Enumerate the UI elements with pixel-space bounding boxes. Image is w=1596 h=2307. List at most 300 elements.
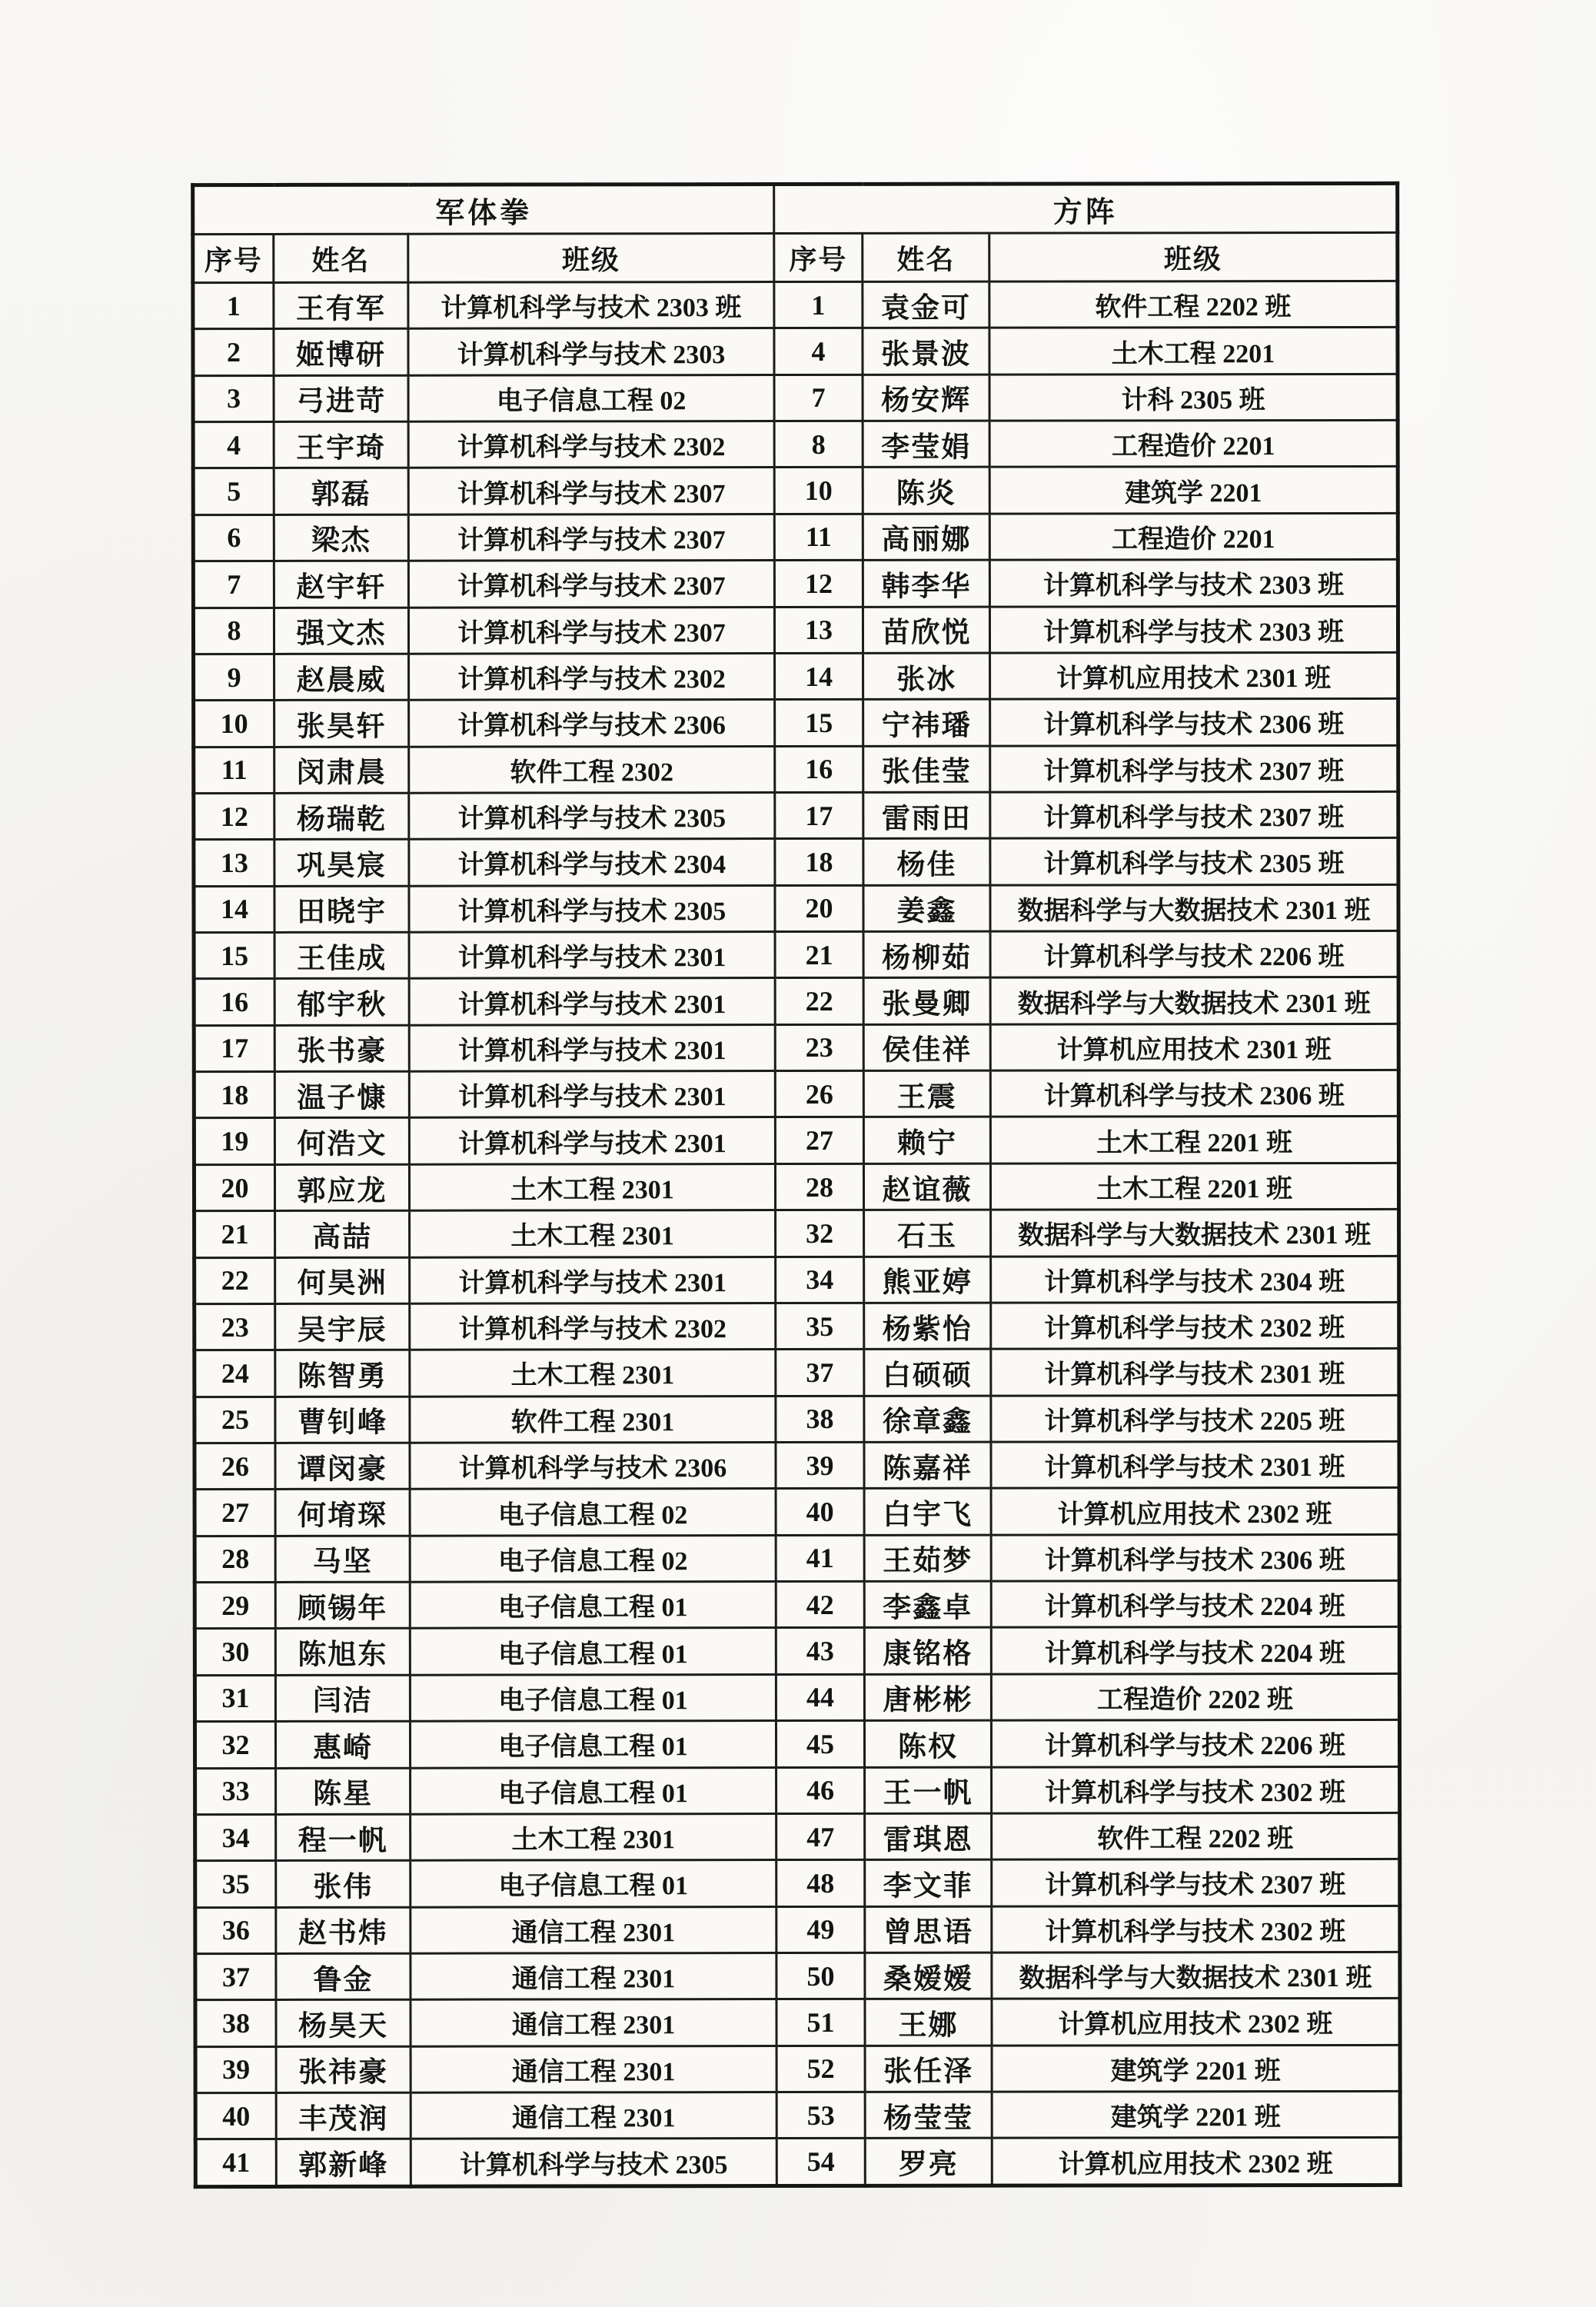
roster-row	[194, 838, 1398, 887]
class-cell-left: 计算机科学与技术 2301	[409, 1117, 775, 1164]
section-title-right: 方阵	[774, 183, 1398, 233]
seq-cell-right: 15	[775, 700, 863, 747]
seq-cell-right: 16	[775, 746, 863, 793]
seq-cell-left: 5	[193, 468, 274, 515]
name-cell-right: 杨柳茹	[863, 931, 990, 978]
name-cell-left: 高喆	[275, 1210, 410, 1257]
name-cell-right: 姜鑫	[863, 885, 990, 932]
name-cell-left: 陈智勇	[275, 1350, 410, 1397]
class-cell-right: 建筑学 2201 班	[992, 2091, 1400, 2138]
class-cell-left: 计算机科学与技术 2303	[408, 328, 774, 375]
seq-cell-left: 29	[195, 1583, 275, 1630]
name-cell-left: 张伟	[276, 1860, 411, 1907]
name-cell-left: 何浩文	[274, 1118, 409, 1165]
seq-cell-left: 10	[194, 701, 274, 747]
class-cell-right: 计算机科学与技术 2306 班	[991, 1534, 1399, 1581]
seq-cell-right: 32	[776, 1210, 864, 1257]
name-cell-right: 曾思语	[865, 1906, 992, 1953]
name-cell-left: 郭磊	[274, 468, 408, 515]
seq-cell-right: 4	[774, 328, 863, 375]
name-cell-left: 杨昊天	[276, 1999, 411, 2046]
seq-cell-left: 37	[195, 1953, 276, 2000]
seq-cell-right: 49	[776, 1906, 865, 1953]
class-cell-right: 土木工程 2201 班	[990, 1117, 1398, 1163]
seq-cell-left: 14	[194, 886, 274, 933]
seq-cell-right: 23	[775, 1024, 863, 1071]
seq-cell-left: 33	[195, 1768, 276, 1815]
class-cell-right: 计算机科学与技术 2307 班	[992, 1859, 1400, 1906]
roster-row	[195, 1906, 1400, 1954]
name-cell-left: 郁宇秋	[274, 979, 409, 1026]
class-cell-right: 计算机科学与技术 2306 班	[990, 699, 1398, 746]
class-cell-right: 土木工程 2201	[989, 328, 1398, 375]
class-cell-right: 计算机应用技术 2302 班	[992, 2138, 1400, 2185]
seq-cell-left: 11	[194, 747, 274, 794]
name-cell-left: 张祎豪	[276, 2046, 411, 2093]
class-cell-left: 电子信息工程 02	[408, 375, 774, 421]
name-cell-right: 唐彬彬	[864, 1674, 991, 1721]
class-cell-right: 数据科学与大数据技术 2301 班	[990, 884, 1398, 931]
name-cell-right: 李文菲	[865, 1859, 992, 1906]
class-cell-left: 计算机科学与技术 2304	[409, 839, 775, 886]
name-cell-right: 张任泽	[865, 2046, 992, 2092]
seq-cell-left: 24	[195, 1350, 275, 1397]
class-cell-left: 土木工程 2301	[410, 1350, 776, 1397]
class-cell-right: 计算机科学与技术 2206 班	[990, 930, 1398, 977]
roster-row	[194, 1163, 1398, 1211]
roster-head	[193, 183, 1398, 282]
class-cell-left: 土木工程 2301	[410, 1210, 776, 1257]
name-cell-right: 张佳莹	[863, 746, 990, 793]
seq-cell-left: 17	[194, 1025, 274, 1072]
roster-row	[194, 1024, 1398, 1072]
roster-row	[194, 652, 1398, 701]
class-cell-right: 计算机科学与技术 2206 班	[991, 1720, 1399, 1767]
roster-row	[194, 1070, 1398, 1119]
class-cell-left: 电子信息工程 01	[410, 1628, 776, 1675]
class-cell-right: 计算机科学与技术 2301 班	[991, 1441, 1399, 1488]
roster-row	[195, 1766, 1400, 1815]
class-cell-right: 计算机科学与技术 2303 班	[989, 560, 1398, 607]
seq-cell-right: 43	[776, 1628, 864, 1675]
class-cell-right: 建筑学 2201	[989, 467, 1398, 514]
seq-cell-right: 42	[776, 1581, 864, 1628]
seq-cell-left: 32	[195, 1722, 275, 1769]
name-cell-left: 姬博研	[274, 329, 408, 376]
seq-cell-right: 40	[776, 1489, 864, 1536]
name-cell-left: 程一帆	[276, 1814, 411, 1861]
name-cell-right: 熊亚婷	[864, 1257, 991, 1303]
seq-cell-left: 3	[193, 375, 274, 422]
class-cell-left: 计算机科学与技术 2301	[409, 932, 775, 979]
class-cell-left: 电子信息工程 01	[410, 1674, 776, 1721]
col-header-seq-right: 序号	[774, 233, 863, 281]
name-cell-right: 韩李华	[863, 560, 989, 607]
class-cell-left: 计算机科学与技术 2301	[409, 978, 775, 1025]
seq-cell-right: 27	[775, 1117, 863, 1164]
col-header-class-left: 班级	[408, 234, 774, 283]
roster-row	[195, 1673, 1399, 1722]
seq-cell-right: 54	[776, 2139, 865, 2186]
class-cell-right: 工程造价 2201	[989, 513, 1398, 560]
class-cell-left: 软件工程 2301	[410, 1396, 776, 1443]
roster-row	[194, 745, 1398, 794]
name-cell-right: 杨安辉	[863, 375, 989, 421]
seq-cell-right: 47	[776, 1813, 865, 1860]
seq-cell-right: 39	[776, 1442, 864, 1489]
seq-cell-right: 7	[774, 375, 863, 421]
col-header-name-right: 姓名	[863, 233, 989, 281]
roster-row	[193, 513, 1398, 561]
seq-cell-left: 35	[195, 1861, 276, 1908]
seq-cell-left: 36	[195, 1907, 276, 1954]
roster-row	[195, 2091, 1400, 2139]
seq-cell-right: 37	[776, 1350, 864, 1397]
roster-row	[195, 1256, 1399, 1304]
roster-row	[195, 1859, 1400, 1908]
class-cell-right: 计算机科学与技术 2302 班	[992, 1906, 1400, 1952]
name-cell-right: 王一帆	[865, 1767, 992, 1814]
roster-row	[195, 1999, 1400, 2047]
class-cell-right: 计算机科学与技术 2302 班	[991, 1302, 1399, 1349]
roster-row	[195, 2138, 1400, 2187]
class-cell-left: 通信工程 2301	[411, 2046, 776, 2092]
name-cell-left: 温子慷	[274, 1071, 409, 1118]
class-cell-right: 计算机应用技术 2301 班	[990, 1024, 1398, 1070]
class-cell-left: 通信工程 2301	[411, 1999, 776, 2046]
name-cell-right: 袁金可	[863, 281, 989, 328]
roster-row	[194, 1117, 1398, 1165]
seq-cell-left: 15	[194, 932, 274, 979]
class-cell-right: 工程造价 2201	[989, 420, 1398, 467]
name-cell-left: 马坚	[275, 1536, 410, 1583]
name-cell-left: 陈旭东	[275, 1629, 410, 1676]
seq-cell-right: 10	[774, 468, 863, 514]
seq-cell-left: 39	[195, 2046, 276, 2093]
seq-cell-right: 18	[775, 839, 863, 886]
roster-row	[193, 328, 1398, 376]
name-cell-left: 梁杰	[274, 514, 408, 561]
class-cell-left: 计算机科学与技术 2307	[408, 468, 774, 514]
class-cell-right: 土木工程 2201 班	[990, 1163, 1398, 1210]
roster-row	[195, 1952, 1400, 2000]
name-cell-left: 张昊轩	[274, 700, 409, 747]
name-cell-right: 侯佳祥	[863, 1024, 990, 1071]
seq-cell-left: 31	[195, 1675, 275, 1722]
class-cell-left: 土木工程 2301	[409, 1163, 775, 1210]
class-cell-left: 电子信息工程 02	[410, 1535, 776, 1582]
name-cell-right: 赵谊薇	[863, 1163, 990, 1210]
roster-row	[194, 884, 1398, 933]
name-cell-left: 闫洁	[275, 1675, 410, 1722]
name-cell-right: 白硕硕	[864, 1349, 991, 1396]
name-cell-left: 鲁金	[276, 1953, 411, 2000]
seq-cell-right: 35	[776, 1303, 864, 1350]
class-cell-right: 计算机科学与技术 2307 班	[990, 791, 1398, 838]
class-cell-right: 计算机科学与技术 2303 班	[989, 606, 1398, 653]
class-cell-left: 计算机科学与技术 2305	[409, 885, 775, 932]
seq-cell-left: 34	[195, 1814, 276, 1861]
name-cell-left: 弓进苛	[274, 375, 408, 422]
seq-cell-right: 38	[776, 1396, 864, 1443]
seq-cell-right: 28	[775, 1163, 863, 1210]
roster-row	[195, 1395, 1399, 1443]
name-cell-left: 赵晨威	[274, 654, 409, 701]
seq-cell-left: 28	[195, 1536, 275, 1583]
seq-cell-right: 1	[774, 281, 863, 328]
class-cell-right: 计算机科学与技术 2302 班	[992, 1766, 1400, 1813]
roster-row	[195, 1813, 1400, 1861]
seq-cell-left: 19	[194, 1118, 274, 1165]
class-cell-left: 计算机科学与技术 2302	[410, 1303, 776, 1350]
name-cell-right: 桑嫒嫒	[865, 1952, 992, 1999]
section-title-row	[193, 183, 1398, 234]
col-header-name-left: 姓名	[274, 234, 408, 282]
roster-table	[191, 181, 1402, 2189]
name-cell-right: 雷琪恩	[865, 1813, 992, 1860]
seq-cell-right: 11	[774, 514, 863, 561]
seq-cell-left: 18	[194, 1072, 274, 1119]
class-cell-right: 计算机科学与技术 2301 班	[991, 1349, 1399, 1396]
seq-cell-right: 34	[776, 1257, 864, 1303]
class-cell-right: 计算机科学与技术 2306 班	[990, 1070, 1398, 1117]
seq-cell-right: 44	[776, 1674, 864, 1721]
name-cell-right: 张冰	[863, 653, 990, 700]
class-cell-left: 计算机科学与技术 2302	[408, 421, 774, 468]
roster-row	[195, 1534, 1399, 1583]
seq-cell-left: 8	[193, 608, 274, 654]
name-cell-right: 张曼卿	[863, 978, 990, 1025]
name-cell-right: 石玉	[864, 1210, 991, 1257]
class-cell-left: 软件工程 2302	[409, 746, 775, 793]
class-cell-right: 计算机应用技术 2302 班	[992, 1999, 1400, 2046]
seq-cell-right: 20	[775, 885, 863, 932]
seq-cell-left: 40	[195, 2092, 276, 2139]
seq-cell-left: 38	[195, 2000, 276, 2047]
section-title-left: 军体拳	[193, 185, 774, 235]
class-cell-right: 计算机科学与技术 2205 班	[991, 1395, 1399, 1442]
class-cell-left: 计算机科学与技术 2303 班	[408, 282, 774, 329]
class-cell-left: 计算机科学与技术 2301	[410, 1257, 776, 1303]
seq-cell-left: 4	[193, 422, 274, 469]
class-cell-left: 计算机科学与技术 2302	[409, 653, 775, 700]
roster-row	[193, 606, 1398, 654]
class-cell-left: 计算机科学与技术 2305	[409, 792, 775, 839]
name-cell-right: 康铭格	[864, 1628, 991, 1675]
name-cell-right: 徐章鑫	[864, 1396, 991, 1443]
roster-row	[194, 699, 1398, 747]
roster-row	[195, 2045, 1400, 2093]
name-cell-right: 杨紫怡	[864, 1303, 991, 1350]
roster-row	[195, 1302, 1399, 1350]
class-cell-right: 计科 2305 班	[989, 374, 1398, 421]
class-cell-right: 计算机应用技术 2302 班	[991, 1488, 1399, 1535]
seq-cell-left: 1	[193, 282, 274, 329]
class-cell-left: 通信工程 2301	[411, 1906, 776, 1953]
class-cell-right: 计算机应用技术 2301 班	[990, 652, 1398, 699]
seq-cell-right: 22	[775, 978, 863, 1025]
class-cell-left: 电子信息工程 02	[410, 1489, 776, 1536]
roster-row	[194, 930, 1398, 979]
class-cell-right: 工程造价 2202 班	[991, 1673, 1399, 1720]
class-cell-right: 建筑学 2201 班	[992, 2045, 1400, 2092]
col-header-seq-left: 序号	[193, 234, 274, 282]
roster-row	[193, 374, 1398, 422]
roster-row	[193, 420, 1398, 468]
seq-cell-right: 13	[774, 607, 863, 654]
name-cell-left: 陈星	[276, 1768, 411, 1815]
roster-row	[195, 1349, 1399, 1397]
name-cell-right: 杨莹莹	[865, 2092, 992, 2139]
name-cell-right: 李鑫卓	[864, 1581, 991, 1628]
roster-row	[195, 1488, 1399, 1536]
class-cell-left: 计算机科学与技术 2307	[408, 607, 774, 654]
class-cell-left: 电子信息工程 01	[411, 1767, 776, 1814]
class-cell-left: 计算机科学与技术 2301	[409, 1071, 775, 1118]
name-cell-right: 白宇飞	[864, 1488, 991, 1535]
seq-cell-left: 21	[195, 1211, 275, 1258]
seq-cell-left: 25	[195, 1397, 275, 1443]
seq-cell-left: 41	[195, 2139, 276, 2187]
name-cell-right: 王茹梦	[864, 1535, 991, 1582]
name-cell-right: 王娜	[865, 1999, 992, 2046]
name-cell-right: 赖宁	[863, 1117, 990, 1164]
name-cell-left: 郭新峰	[276, 2139, 411, 2187]
name-cell-right: 陈权	[864, 1720, 991, 1767]
seq-cell-left: 23	[195, 1303, 275, 1350]
seq-cell-left: 26	[195, 1443, 275, 1490]
name-cell-left: 吴宇辰	[275, 1303, 410, 1350]
name-cell-left: 惠崎	[275, 1721, 410, 1768]
seq-cell-right: 17	[775, 792, 863, 839]
name-cell-left: 田晓宇	[274, 886, 409, 933]
class-cell-right: 计算机科学与技术 2204 班	[991, 1580, 1399, 1627]
seq-cell-left: 20	[194, 1164, 274, 1211]
name-cell-left: 王有军	[274, 282, 408, 329]
name-cell-right: 高丽娜	[863, 514, 989, 561]
class-cell-left: 通信工程 2301	[411, 2092, 776, 2139]
name-cell-left: 丰茂润	[276, 2092, 411, 2139]
class-cell-left: 计算机科学与技术 2307	[408, 561, 774, 608]
name-cell-right: 陈嘉祥	[864, 1442, 991, 1489]
roster-row	[195, 1720, 1399, 1769]
class-cell-left: 计算机科学与技术 2307	[408, 514, 774, 561]
class-cell-right: 软件工程 2202 班	[992, 1813, 1400, 1859]
class-cell-right: 计算机科学与技术 2304 班	[991, 1256, 1399, 1303]
seq-cell-left: 9	[194, 654, 274, 701]
roster-row	[195, 1210, 1399, 1258]
seq-cell-right: 52	[776, 2046, 865, 2092]
name-cell-right: 王震	[863, 1070, 990, 1117]
name-cell-right: 罗亮	[865, 2139, 992, 2186]
seq-cell-right: 51	[776, 1999, 865, 2046]
class-cell-right: 数据科学与大数据技术 2301 班	[992, 1952, 1400, 1999]
class-cell-left: 土木工程 2301	[411, 1813, 776, 1860]
class-cell-right: 数据科学与大数据技术 2301 班	[990, 977, 1398, 1024]
roster-body	[193, 281, 1400, 2186]
seq-cell-right: 53	[776, 2092, 865, 2139]
name-cell-left: 张书豪	[274, 1025, 409, 1072]
class-cell-right: 数据科学与大数据技术 2301 班	[991, 1210, 1399, 1257]
name-cell-left: 王宇琦	[274, 421, 408, 468]
name-cell-left: 杨瑞乾	[274, 793, 409, 840]
seq-cell-left: 27	[195, 1490, 275, 1536]
seq-cell-right: 8	[774, 421, 863, 468]
name-cell-left: 何堉琛	[275, 1490, 410, 1536]
seq-cell-left: 6	[193, 514, 274, 561]
name-cell-right: 宁祎璠	[863, 699, 990, 746]
roster-row	[193, 281, 1398, 329]
class-cell-right: 软件工程 2202 班	[989, 281, 1398, 328]
seq-cell-right: 21	[775, 931, 863, 978]
class-cell-left: 计算机科学与技术 2306	[410, 1443, 776, 1490]
roster-row	[193, 560, 1398, 608]
name-cell-left: 何昊洲	[275, 1257, 410, 1304]
seq-cell-right: 26	[775, 1070, 863, 1117]
roster-row	[194, 791, 1398, 840]
roster-row	[195, 1441, 1399, 1490]
roster-row	[195, 1627, 1399, 1676]
class-cell-right: 计算机科学与技术 2307 班	[990, 745, 1398, 792]
class-cell-left: 电子信息工程 01	[410, 1582, 776, 1629]
name-cell-left: 曹钊峰	[275, 1397, 410, 1443]
seq-cell-right: 46	[776, 1767, 865, 1814]
class-cell-left: 计算机科学与技术 2301	[409, 1024, 775, 1071]
name-cell-left: 巩昊宸	[274, 840, 409, 887]
seq-cell-left: 7	[193, 561, 274, 608]
name-cell-right: 李莹娟	[863, 421, 989, 468]
seq-cell-left: 13	[194, 840, 274, 887]
seq-cell-left: 30	[195, 1629, 275, 1676]
name-cell-left: 赵宇轩	[274, 561, 408, 608]
class-cell-left: 计算机科学与技术 2305	[411, 2139, 776, 2186]
roster-row	[193, 467, 1398, 515]
name-cell-left: 闵肃晨	[274, 747, 409, 794]
class-cell-left: 电子信息工程 01	[410, 1721, 776, 1768]
name-cell-right: 张景波	[863, 328, 989, 375]
name-cell-left: 赵书炜	[276, 1907, 411, 1954]
name-cell-right: 杨佳	[863, 838, 990, 885]
seq-cell-right: 50	[776, 1952, 865, 1999]
roster-row	[195, 1580, 1399, 1629]
class-cell-left: 通信工程 2301	[411, 1952, 776, 1999]
class-cell-left: 计算机科学与技术 2306	[409, 700, 775, 747]
name-cell-left: 强文杰	[274, 608, 408, 654]
name-cell-left: 王佳成	[274, 932, 409, 979]
roster-row	[194, 977, 1398, 1026]
seq-cell-left: 12	[194, 793, 274, 840]
name-cell-left: 谭闵豪	[275, 1443, 410, 1490]
name-cell-left: 顾锡年	[275, 1582, 410, 1629]
seq-cell-right: 14	[775, 653, 863, 700]
seq-cell-left: 16	[194, 979, 274, 1026]
seq-cell-left: 2	[193, 329, 274, 376]
column-header-row	[193, 232, 1398, 282]
seq-cell-left: 22	[195, 1257, 275, 1304]
name-cell-right: 雷雨田	[863, 792, 990, 839]
class-cell-right: 计算机科学与技术 2204 班	[991, 1627, 1399, 1674]
class-cell-right: 计算机科学与技术 2305 班	[990, 838, 1398, 885]
class-cell-left: 电子信息工程 01	[411, 1860, 776, 1907]
name-cell-right: 陈炎	[863, 468, 989, 514]
seq-cell-right: 12	[774, 561, 863, 608]
seq-cell-right: 45	[776, 1721, 864, 1768]
name-cell-left: 郭应龙	[274, 1164, 409, 1211]
seq-cell-right: 41	[776, 1535, 864, 1582]
col-header-class-right: 班级	[989, 232, 1398, 281]
name-cell-right: 苗欣悦	[863, 607, 989, 654]
seq-cell-right: 48	[776, 1860, 865, 1907]
